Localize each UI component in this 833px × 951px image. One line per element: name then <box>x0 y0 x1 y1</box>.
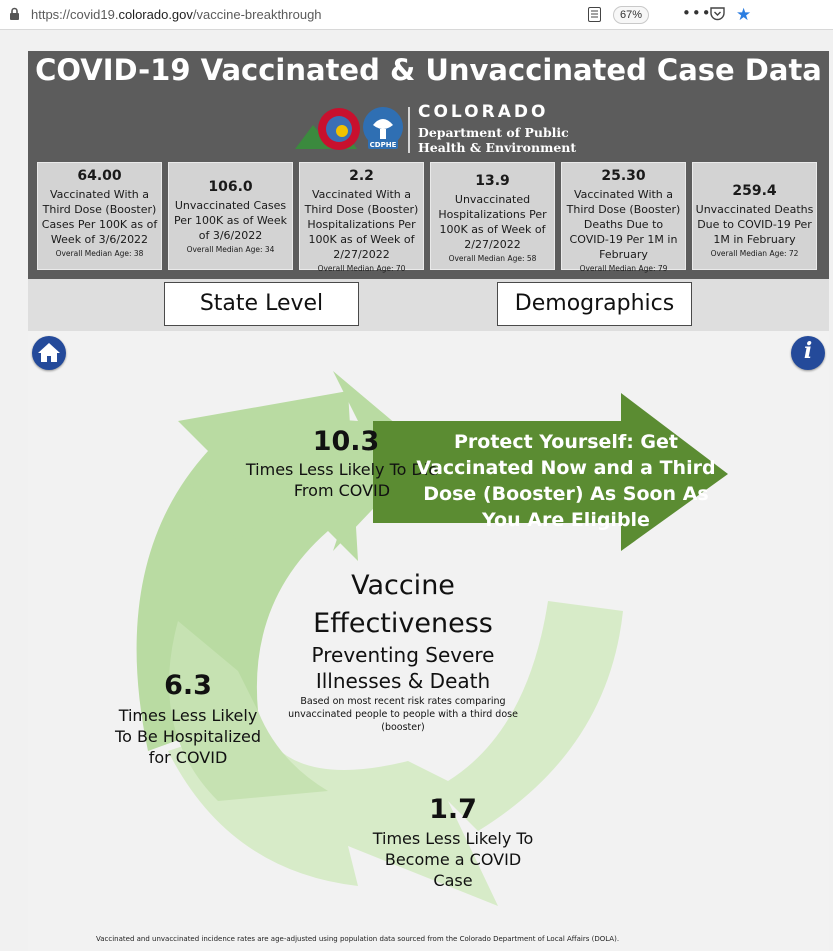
stat-median-age: Overall Median Age: 38 <box>55 249 144 258</box>
info-icon: i <box>803 338 813 364</box>
cta-line-1: Protect Yourself: Get <box>454 431 678 453</box>
stat-value: 64.00 <box>77 168 122 184</box>
center-subtitle <box>278 642 528 694</box>
stat-description: Unvaccinated Cases Per 100K as of Week of 3/6/2022 <box>174 199 287 242</box>
dashboard <box>28 51 829 951</box>
center-subtitle-line-2: Illnesses & Death <box>315 669 491 693</box>
demographics-button[interactable]: Demographics <box>497 282 692 326</box>
stat-value: 2.2 <box>349 168 374 184</box>
case-value: 1.7 <box>429 794 477 825</box>
death-text: Times Less Likely To Die From COVID <box>245 460 439 500</box>
dept-line-1: Department of Public <box>418 125 569 140</box>
url-prefix: https://covid19. <box>31 7 119 22</box>
stat-card-unvax-cases <box>168 162 293 270</box>
case-text: Times Less Likely To Become a COVID Case <box>372 829 534 890</box>
center-title-line-1: Vaccine <box>351 570 455 601</box>
hosp-value: 6.3 <box>164 670 212 701</box>
stat-median-age: Overall Median Age: 34 <box>186 245 275 254</box>
stat-median-age: Overall Median Age: 70 <box>317 264 406 273</box>
center-title-line-2: Effectiveness <box>313 608 493 639</box>
dept-subtitle <box>418 125 576 155</box>
pocket-icon[interactable] <box>710 7 725 21</box>
dept-name: COLORADO <box>418 102 549 122</box>
reader-view-icon[interactable] <box>588 7 601 22</box>
stat-card-booster-hosp <box>299 162 424 273</box>
cdphe-badge: CDPHE <box>369 141 397 149</box>
stat-description: Vaccinated With a Third Dose (Booster) Deaths Due to COVID-19 Per 1M in February <box>566 188 681 261</box>
stat-median-age: Overall Median Age: 72 <box>710 249 799 258</box>
stat-value: 25.30 <box>601 168 646 184</box>
stat-median-age: Overall Median Age: 58 <box>448 254 537 263</box>
stat-description: Vaccinated With a Third Dose (Booster) Cases Per 100K as of Week of 3/6/2022 <box>41 188 158 246</box>
footnote: Vaccinated and unvaccinated incidence rates are age-adjusted using population data sourced from the Colorado Department of Local Affairs (DOLA). <box>96 935 620 943</box>
address-bar[interactable] <box>31 7 322 22</box>
dept-line-2: Health & Environment <box>418 140 577 155</box>
cta-line-2: Vaccinated Now and a Third <box>416 457 716 479</box>
url-path: /vaccine-breakthrough <box>192 7 322 22</box>
stat-card-booster-cases <box>37 162 162 270</box>
center-title <box>283 567 523 643</box>
star-icon[interactable]: ★ <box>736 5 752 25</box>
death-value: 10.3 <box>312 426 380 457</box>
stat-description: Unvaccinated Deaths Due to COVID-19 Per 1M in February <box>695 203 814 246</box>
stat-median-age: Overall Median Age: 79 <box>579 264 668 273</box>
stat-card-booster-deaths <box>561 162 686 273</box>
url-host: colorado.gov <box>118 7 193 22</box>
stat-value: 13.9 <box>475 173 510 189</box>
center-subtitle-line-1: Preventing Severe <box>311 643 495 667</box>
stat-description: Unvaccinated Hospitalizations Per 100K as of Week of 2/27/2022 <box>438 193 547 251</box>
state-level-button[interactable]: State Level <box>164 282 359 326</box>
stat-value: 259.4 <box>732 183 777 199</box>
nav-band <box>28 279 829 331</box>
stat-value: 106.0 <box>208 179 253 195</box>
hosp-text: Times Less Likely To Be Hospitalized for COVID <box>115 706 261 767</box>
page-title: COVID-19 Vaccinated & Unvaccinated Case Data <box>35 53 822 87</box>
cta-text <box>411 429 721 533</box>
stat-card-unvax-deaths <box>692 162 817 270</box>
lock-icon <box>9 7 20 21</box>
stat-card-unvax-hosp <box>430 162 555 270</box>
center-note: Based on most recent risk rates comparing unvaccinated people to people with a third dose (booster) <box>288 696 518 733</box>
zoom-level-button[interactable]: 67% <box>613 6 649 24</box>
cta-line-4: You Are Eligible <box>482 509 650 531</box>
more-icon[interactable]: ••• <box>682 4 712 22</box>
vaccine-effectiveness-graphic <box>28 331 829 951</box>
cta-line-3: Dose (Booster) As Soon As <box>423 483 709 505</box>
dashboard-header <box>28 51 829 279</box>
stat-description: Vaccinated With a Third Dose (Booster) Hospitalizations Per 100K as of Week of 2/27/2022 <box>304 188 419 261</box>
browser-toolbar <box>0 0 833 30</box>
